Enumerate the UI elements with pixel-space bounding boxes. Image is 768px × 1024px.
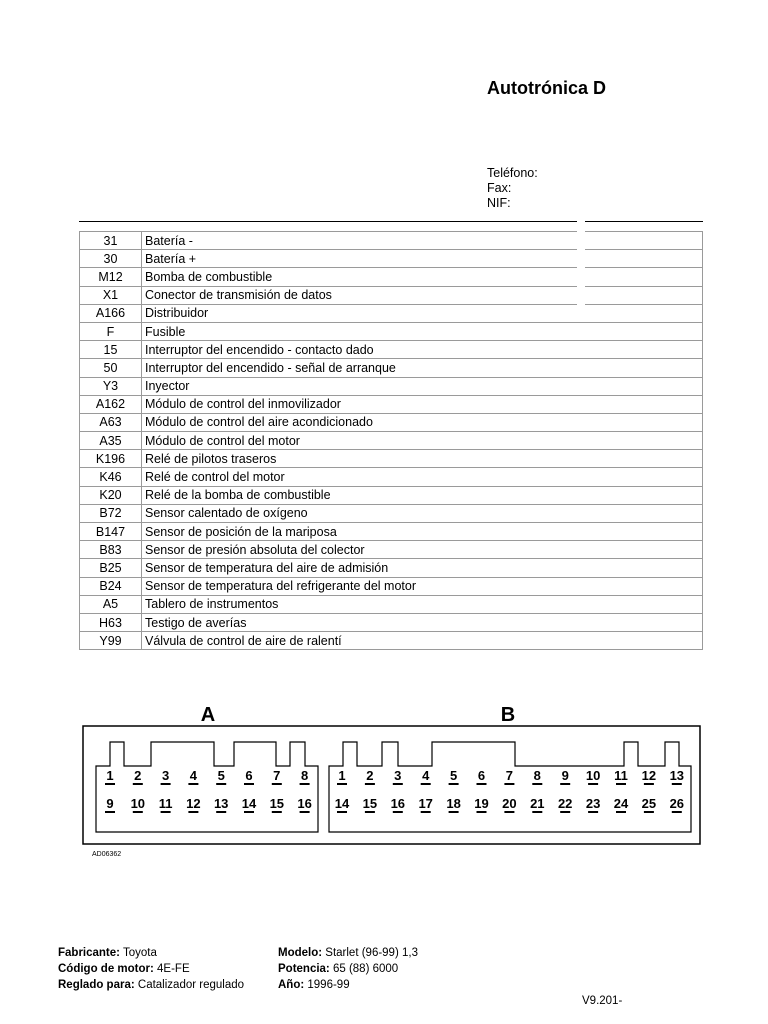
pin-underline [421,783,431,785]
adjusted-value: Catalizador regulado [137,979,245,991]
engine-code-value: 4E-FE [157,963,190,975]
pin-number-a-bottom: 10 [130,796,146,811]
manufacturer-value: Toyota [123,947,157,959]
component-code: 31 [80,232,142,250]
component-code: B25 [80,559,142,577]
pin-underline [560,811,570,813]
component-name: Fusible [142,322,703,340]
pin-underline [616,811,626,813]
pin-underline [244,783,254,785]
component-name: Interruptor del encendido - señal de arranque [142,359,703,377]
component-code: K196 [80,450,142,468]
pin-number-b-top: 3 [394,768,402,783]
table-row [80,395,703,413]
year-label: Año: [278,979,305,991]
pin-number-b-top: 6 [477,768,486,783]
table-row [80,232,703,250]
adjusted-line [58,979,244,991]
pin-number-b-bottom: 25 [641,796,657,811]
pin-number-a-top: 3 [161,768,170,783]
component-name: Módulo de control del inmovilizador [142,395,703,413]
power-label: Potencia: [278,963,330,975]
table-row [80,559,703,577]
pin-underline [449,811,459,813]
component-code: A162 [80,395,142,413]
pin-number-b-bottom: 19 [474,796,489,811]
component-name: Sensor de presión absoluta del colector [142,541,703,559]
component-name: Interruptor del encendido - contacto dado [142,341,703,359]
pin-number-a-bottom: 15 [269,796,285,811]
pin-underline [644,783,654,785]
pin-underline [133,811,143,813]
pin-number-b-top: 13 [669,768,685,783]
component-code: 50 [80,359,142,377]
component-name: Módulo de control del motor [142,432,703,450]
pin-underline [588,811,598,813]
pin-number-b-bottom: 17 [418,796,433,811]
pin-number-a-bottom: 16 [297,796,312,811]
pin-number-b-bottom: 18 [446,796,461,811]
pin-number-b-bottom: 14 [334,796,350,811]
pin-number-a-top: 8 [300,768,309,783]
model-value: Starlet (96-99) 1,3 [325,947,418,959]
component-code: A35 [80,432,142,450]
pin-underline [300,811,310,813]
pin-underline [421,811,431,813]
pin-underline [532,811,542,813]
component-name: Distribuidor [142,304,703,322]
connector-a-body [96,742,318,832]
pin-underline [300,783,310,785]
table-row [80,523,703,541]
pin-number-b-top: 9 [561,768,569,783]
pin-underline [105,783,115,785]
component-name: Válvula de control de aire de ralentí [142,632,703,650]
pin-number-b-bottom: 16 [390,796,406,811]
pin-number-a-top: 4 [189,768,198,783]
component-name: Bomba de combustible [142,268,703,286]
table-row [80,413,703,431]
pin-underline [616,783,626,785]
engine-code-label: Código de motor: [58,963,154,975]
component-code: F [80,322,142,340]
component-name: Conector de transmisión de datos [142,286,703,304]
pin-number-b-top: 8 [533,768,541,783]
table-row [80,541,703,559]
component-name: Relé de pilotos traseros [142,450,703,468]
pin-number-a-top: 1 [106,768,114,783]
pin-number-b-top: 5 [449,768,458,783]
table-row [80,432,703,450]
component-code: B147 [80,523,142,541]
model-line [278,947,418,959]
component-name: Testigo de averías [142,613,703,631]
pin-number-a-top: 2 [134,768,142,783]
pin-number-a-bottom: 14 [241,796,257,811]
table-row [80,304,703,322]
table-row [80,268,703,286]
component-name: Tablero de instrumentos [142,595,703,613]
pin-underline [337,783,347,785]
version-label: V9.201- [582,995,623,1007]
component-code: A166 [80,304,142,322]
component-code: Y99 [80,632,142,650]
pin-underline [161,783,171,785]
connector-b-body [329,742,691,832]
pin-underline [393,811,403,813]
component-name: Relé de control del motor [142,468,703,486]
nif-label: NIF: [487,196,511,210]
adjusted-label: Reglado para: [58,979,135,991]
pin-number-a-top: 7 [273,768,281,783]
components-table [79,231,703,650]
pin-underline [365,811,375,813]
component-code: B24 [80,577,142,595]
table-row [80,595,703,613]
component-code: A63 [80,413,142,431]
pin-underline [477,811,487,813]
table-row [80,341,703,359]
pin-underline [216,783,226,785]
pin-underline [161,811,171,813]
table-row [80,377,703,395]
component-name: Sensor de temperatura del aire de admisión [142,559,703,577]
model-label: Modelo: [278,947,323,959]
table-row [80,468,703,486]
component-name: Sensor de temperatura del refrigerante del motor [142,577,703,595]
engine-code-line [58,963,190,975]
power-value: 65 (88) 6000 [332,963,399,975]
pin-underline [188,811,198,813]
header-divider-right [585,221,703,222]
pin-underline [337,811,347,813]
pin-underline [588,783,598,785]
pin-underline [216,811,226,813]
component-name: Sensor de posición de la mariposa [142,523,703,541]
pin-underline [244,811,254,813]
pin-number-b-bottom: 23 [585,796,601,811]
component-code: M12 [80,268,142,286]
table-row [80,250,703,268]
fax-label: Fax: [487,181,512,195]
pin-underline [644,811,654,813]
table-row [80,632,703,650]
component-name: Inyector [142,377,703,395]
table-gap [577,228,585,310]
manufacturer-line [58,947,157,959]
power-line [278,963,398,975]
phone-label: Teléfono: [487,166,538,180]
component-name: Módulo de control del aire acondicionado [142,413,703,431]
table-row [80,450,703,468]
table-row [80,286,703,304]
pin-number-b-bottom: 15 [362,796,378,811]
year-value: 1996-99 [307,979,350,991]
connector-b-label: B [500,704,516,726]
component-code: Y3 [80,377,142,395]
component-code: B72 [80,504,142,522]
pin-number-a-bottom: 13 [213,796,229,811]
pin-underline [272,783,282,785]
connector-a-label: A [200,704,216,726]
component-code: A5 [80,595,142,613]
connector-pinout-diagram [0,690,768,870]
connector-outline [83,726,700,844]
pin-underline [504,811,514,813]
pin-number-b-bottom: 21 [530,796,545,811]
pin-number-b-top: 4 [422,768,430,783]
pin-underline [560,783,570,785]
pin-number-a-bottom: 12 [186,796,201,811]
table-row [80,322,703,340]
component-name: Batería + [142,250,703,268]
pin-number-b-bottom: 26 [669,796,685,811]
component-code: X1 [80,286,142,304]
pin-underline [449,783,459,785]
component-name: Relé de la bomba de combustible [142,486,703,504]
component-code: H63 [80,613,142,631]
company-name: Autotrónica D [487,78,606,98]
pin-number-b-top: 7 [505,768,514,783]
pin-number-b-top: 10 [585,768,601,783]
pin-underline [272,811,282,813]
pin-underline [133,783,143,785]
figure-code: AD06362 [92,851,122,858]
pin-underline [672,811,682,813]
component-code: 30 [80,250,142,268]
pin-number-b-top: 12 [641,768,657,783]
pin-underline [365,783,375,785]
table-row [80,486,703,504]
component-name: Batería - [142,232,703,250]
component-code: K20 [80,486,142,504]
pin-underline [393,783,403,785]
pin-number-b-top: 2 [366,768,374,783]
pin-number-b-bottom: 20 [502,796,517,811]
pin-underline [672,783,682,785]
pin-number-b-bottom: 22 [557,796,573,811]
header-divider-left [79,221,577,222]
pin-number-a-top: 6 [245,768,253,783]
pin-underline [188,783,198,785]
manufacturer-label: Fabricante: [58,947,120,959]
component-code: 15 [80,341,142,359]
component-name: Sensor calentado de oxígeno [142,504,703,522]
pin-underline [477,783,487,785]
year-line [278,979,350,991]
pin-number-b-top: 11 [614,768,628,783]
pin-number-a-bottom: 9 [106,796,114,811]
table-row [80,577,703,595]
component-code: B83 [80,541,142,559]
table-row [80,613,703,631]
component-code: K46 [80,468,142,486]
pin-underline [504,783,514,785]
pin-number-a-top: 5 [217,768,225,783]
table-row [80,504,703,522]
pin-number-b-bottom: 24 [613,796,629,811]
pin-underline [532,783,542,785]
table-row [80,359,703,377]
pin-number-b-top: 1 [338,768,346,783]
pin-underline [105,811,115,813]
pin-number-a-bottom: 11 [158,796,173,811]
